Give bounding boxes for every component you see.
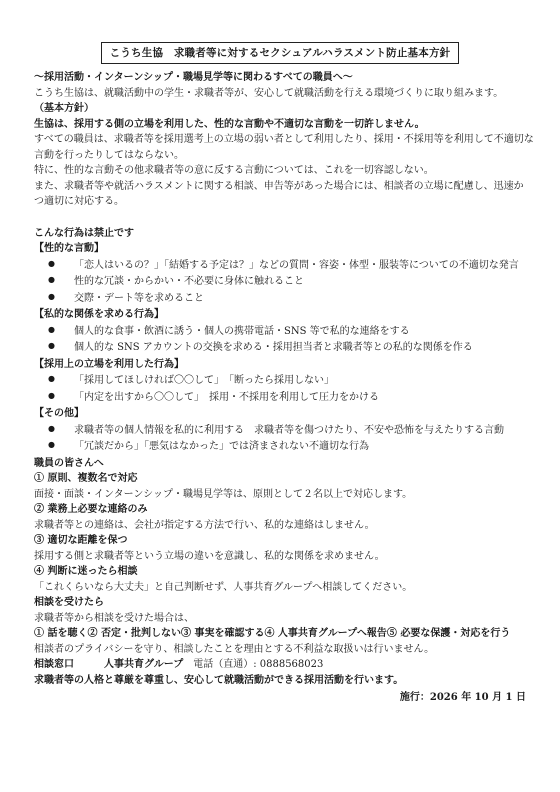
closing-statement: 求職者等の人格と尊厳を尊重し、安心して就職活動ができる採用活動を行います。 — [34, 674, 404, 686]
contact-group: 人事共育グループ — [104, 659, 184, 671]
list-item — [48, 423, 526, 439]
list-item — [48, 390, 526, 406]
category-list — [34, 324, 526, 356]
category-heading: 【性的な言動】 — [34, 243, 104, 255]
staff-heading: 職員の皆さんへ — [34, 457, 104, 469]
list-item — [48, 291, 526, 307]
title-container — [34, 42, 526, 64]
staff-point-text: 「これくらいなら大丈夫」と自己判断せず、人事共育グループへ相談してください。 — [34, 581, 413, 593]
policy-paragraph-1b: 言動を行ったりしてはならない。 — [34, 149, 184, 161]
bullet-icon: ● — [48, 440, 55, 450]
consult-intro: 求職者等から相談を受けた場合は、 — [34, 612, 194, 624]
contact-line — [34, 657, 526, 673]
list-item — [48, 373, 526, 389]
bullet-icon: ● — [48, 291, 55, 301]
staff-point-heading: ③ 適切な距離を保つ — [34, 535, 128, 547]
list-item — [48, 274, 526, 290]
list-item-text: 「恋人はいるの？」「結婚する予定は？」などの質問・容姿・体型・服装等についての不適切な発言 — [74, 259, 519, 271]
consult-heading: 相談を受けたら — [34, 597, 104, 609]
category-list — [34, 258, 526, 307]
subtitle: 〜採用活動・インターンシップ・職場見学等に関わるすべての職員へ〜 — [34, 72, 353, 84]
list-item — [48, 340, 526, 356]
policy-paragraph-1a: すべての職員は、求職者等を採用選考上の立場の弱い者として利用したり、採用・不採用等を利用して不適切な — [34, 134, 534, 146]
document-title: こうち生協 求職者等に対するセクシュアルハラスメント防止基本方針 — [101, 42, 460, 64]
list-item-text: 求職者等の個人情報を私的に利用する 求職者等を傷つけたり、不安や恐怖を与えたりする言動 — [74, 424, 504, 436]
staff-point-text: 採用する側と求職者等という立場の違いを意識し、私的な関係を求めません。 — [34, 550, 385, 562]
list-item-text: 交際・デート等を求めること — [74, 292, 204, 304]
intro-text: こうち生協は、就職活動中の学生・求職者等が、安心して就職活動を行える環境づくりに取り組みます。 — [34, 87, 504, 99]
list-item — [48, 439, 526, 455]
list-item-text: 個人的な SNS アカウントの交換を求める・採用担当者と求職者等との私的な関係を作る — [74, 342, 473, 354]
contact-label: 相談窓口 — [34, 659, 74, 671]
policy-paragraph-3b: つ適切に対応する。 — [34, 196, 124, 208]
category-heading: 【その他】 — [34, 408, 84, 420]
contact-phone: 電話（直通）: 0888568023 — [193, 659, 324, 671]
staff-point-heading: ① 原則、複数名で対応 — [34, 473, 138, 485]
list-item-text: 「内定を出すから〇〇して」 採用・不採用を利用して圧力をかける — [74, 391, 379, 403]
bullet-icon: ● — [48, 374, 55, 384]
category-heading: 【採用上の立場を利用した行為】 — [34, 358, 184, 370]
basic-policy-statement: 生協は、採用する側の立場を利用した、性的な言動や不適切な言動を一切許しません。 — [34, 118, 425, 130]
bullet-icon: ● — [48, 341, 55, 351]
category-list — [34, 423, 526, 455]
bullet-icon: ● — [48, 324, 55, 334]
policy-paragraph-3a: また、求職者等や就活ハラスメントに関する相談、申告等があった場合には、相談者の立場に配慮し、迅速か — [34, 180, 524, 192]
staff-point-heading: ② 業務上必要な連絡のみ — [34, 504, 148, 516]
list-item — [48, 324, 526, 340]
prohibited-heading: こんな行為は禁止です — [34, 227, 134, 239]
list-item — [48, 258, 526, 274]
list-item-text: 「採用してほしければ〇〇して」 「断ったら採用しない」 — [74, 375, 334, 387]
effective-date: 施行：2026 年 10 月 1 日 — [399, 692, 526, 704]
bullet-icon: ● — [48, 275, 55, 285]
bullet-icon: ● — [48, 390, 55, 400]
bullet-icon: ● — [48, 258, 55, 268]
list-item-text: 「冗談だから」「悪気はなかった」では済まされない不適切な行為 — [74, 441, 369, 453]
basic-policy-heading: （基本方針） — [34, 103, 94, 115]
consult-steps: ① 話を聴く② 否定・批判しない③ 事実を確認する④ 人事共育グループへ報告⑤ 必要な保護・対応を行う — [34, 628, 511, 640]
list-item-text: 個人的な食事・飲酒に誘う・個人の携帯電話・SNS 等で私的な連絡をする — [74, 325, 410, 337]
spacer — [34, 210, 526, 226]
staff-point-text: 面接・面談・インターンシップ・職場見学等は、原則として２名以上で対応します。 — [34, 488, 413, 500]
staff-point-text: 求職者等との連絡は、会社が指定する方法で行い、私的な連絡はしません。 — [34, 519, 375, 531]
policy-paragraph-2: 特に、性的な言動その他求職者等の意に反する言動については、これを一切容認しない。 — [34, 165, 434, 177]
category-list — [34, 373, 526, 405]
category-heading: 【私的な関係を求める行為】 — [34, 309, 164, 321]
staff-point-heading: ④ 判断に迷ったら相談 — [34, 566, 138, 578]
privacy-text: 相談者のプライバシーを守り、相談したことを理由とする不利益な取扱いは行いません。 — [34, 643, 435, 655]
bullet-icon: ● — [48, 423, 55, 433]
list-item-text: 性的な冗談・からかい・不必要に身体に触れること — [74, 276, 304, 288]
